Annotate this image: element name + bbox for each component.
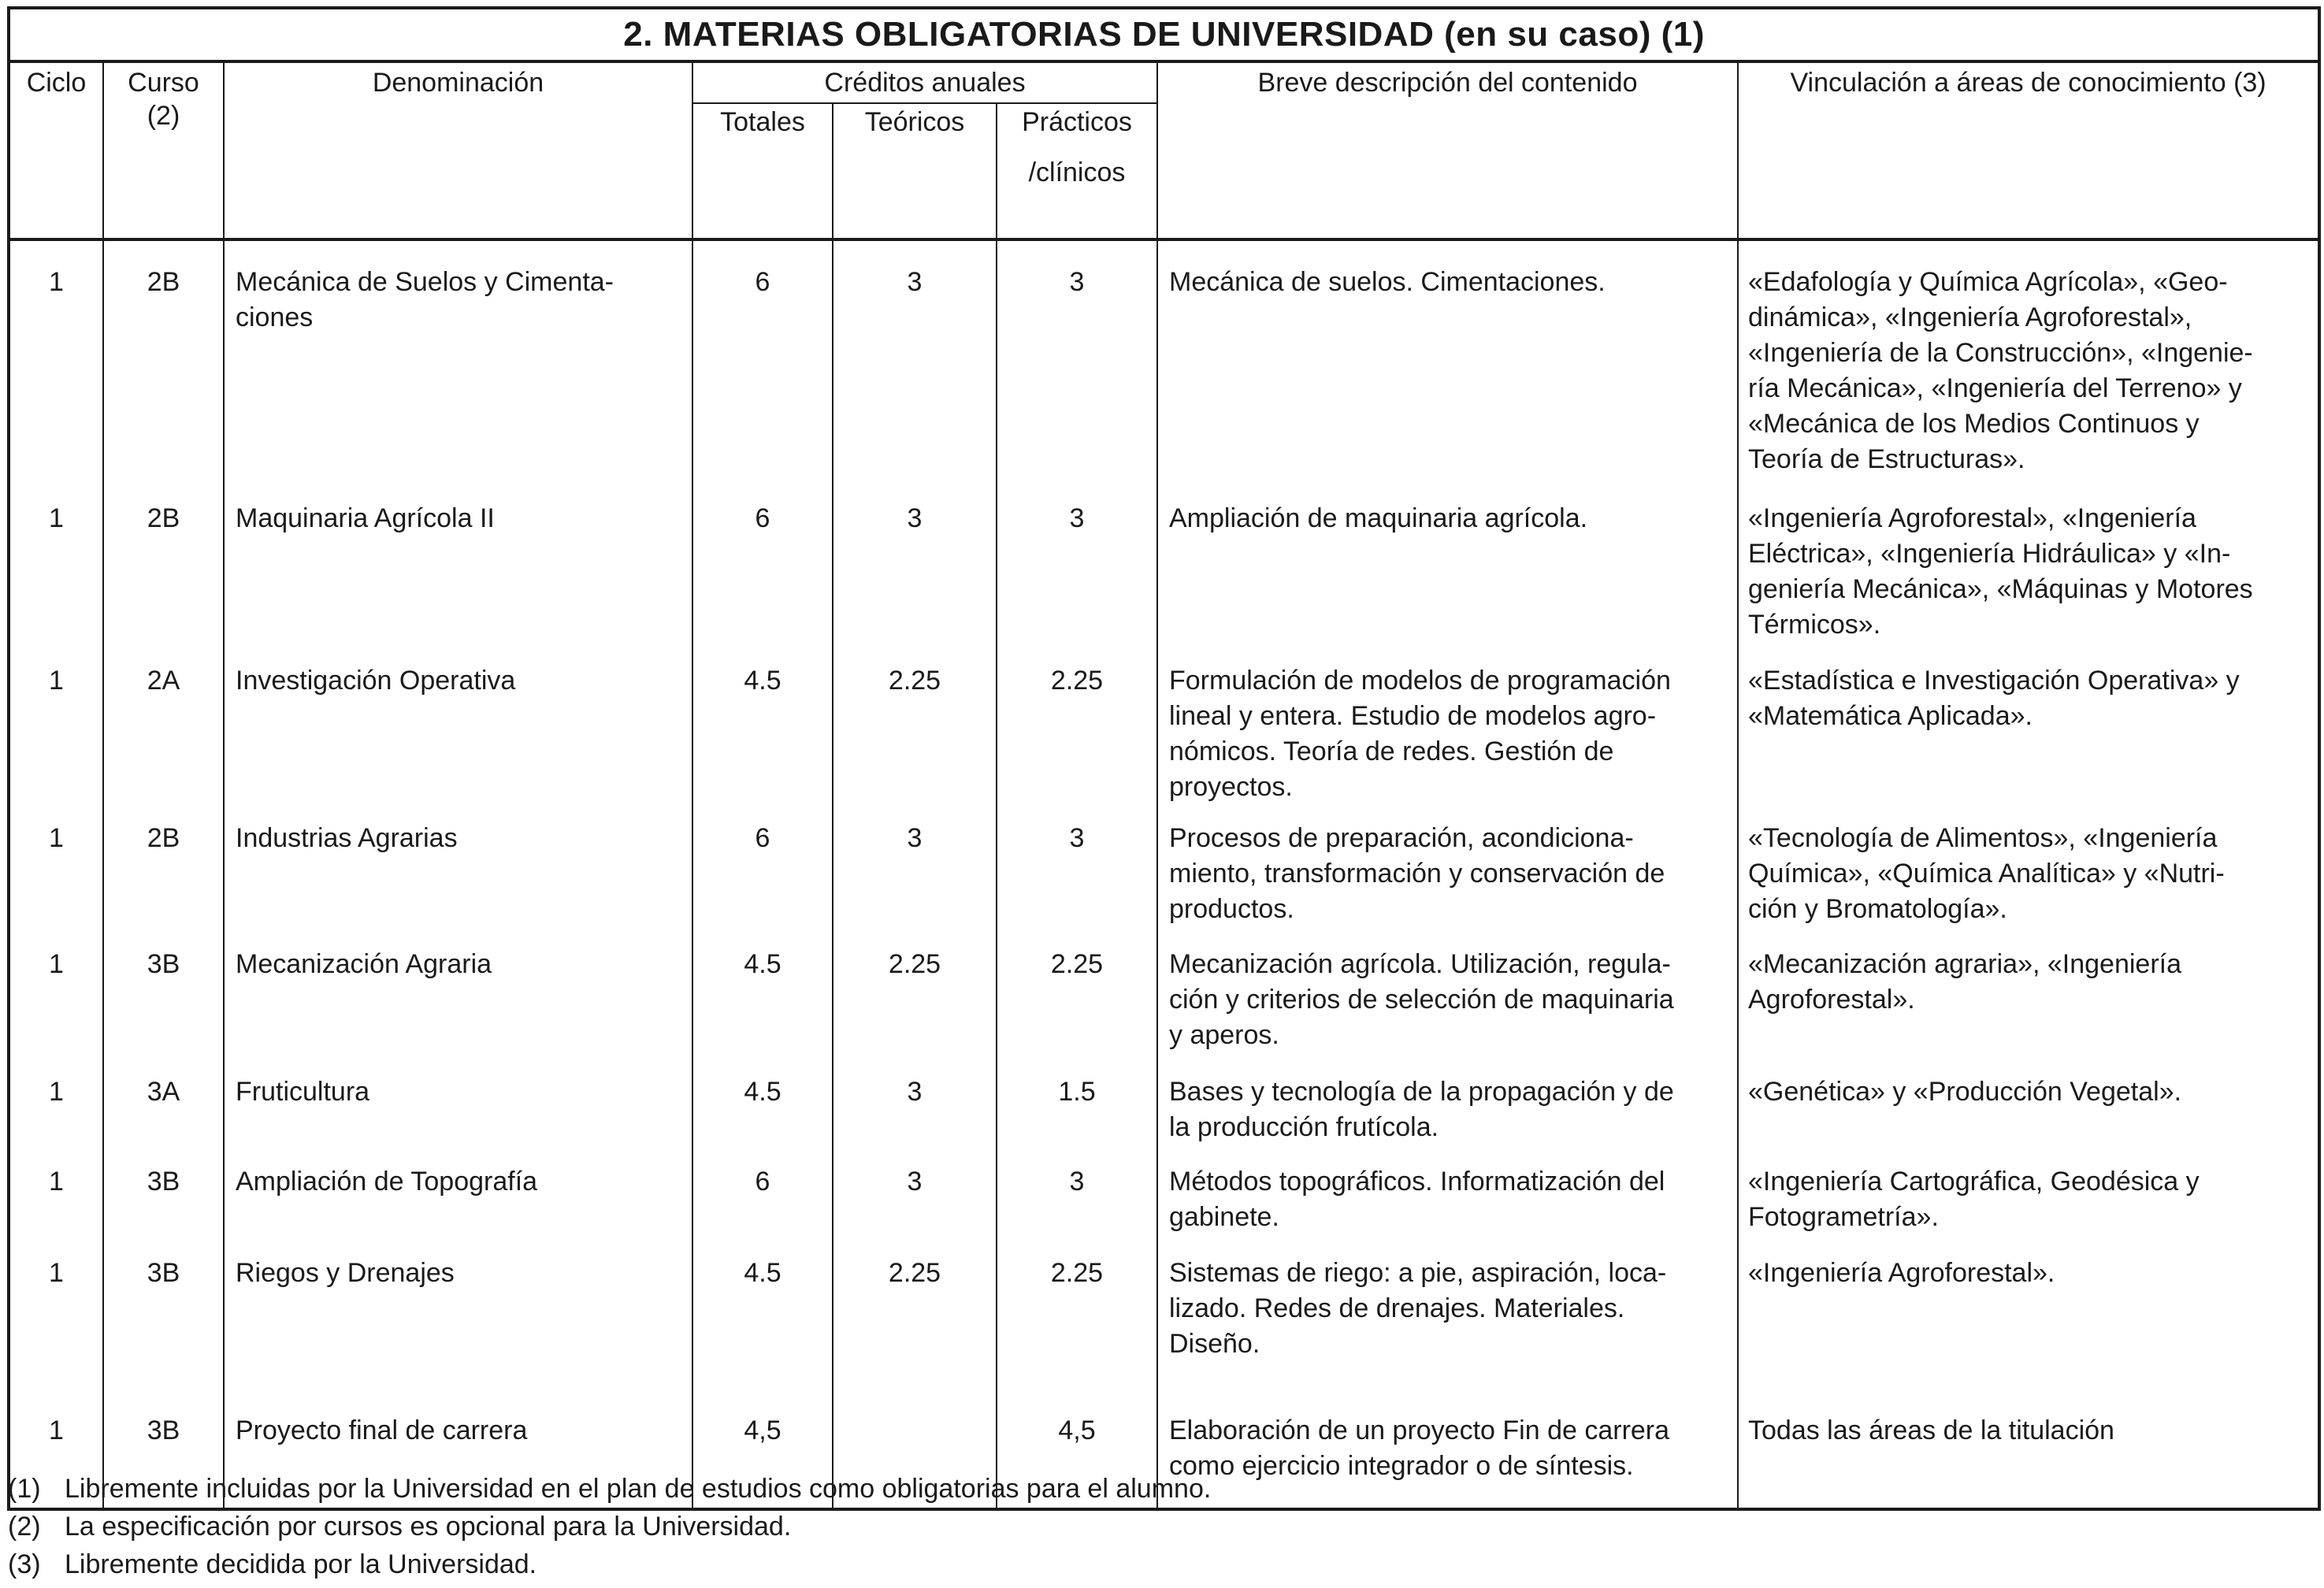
cell-vinculacion: [1738, 1256, 2319, 1413]
cell-line: «Edafología y Química Agrícola», «Geo-: [1748, 267, 2228, 297]
cell-line: Bases y tecnología de la propagación y de: [1169, 1077, 1674, 1107]
footnote-number: (2): [8, 1512, 41, 1542]
materias-table: [7, 6, 2321, 1511]
cell-line: 1: [49, 666, 64, 696]
cell-line: «Ingeniería Agroforestal», «Ingeniería: [1748, 503, 2196, 533]
cell-ciclo: [9, 1256, 103, 1413]
cell-line: gabinete.: [1169, 1202, 1279, 1232]
footnote-text: Libremente decidida por la Universidad.: [65, 1549, 537, 1579]
cell-line: lizado. Redes de drenajes. Materiales.: [1169, 1293, 1625, 1323]
cell-line: Fotogrametría».: [1748, 1202, 1939, 1232]
cell-line: 1: [49, 1258, 64, 1288]
cell-descripcion: [1157, 1164, 1738, 1256]
cell-line: 2A: [147, 666, 180, 696]
cell-line: 3: [907, 267, 923, 297]
cell-line: 6: [755, 267, 770, 297]
cell-curso: [103, 265, 224, 501]
cell-line: 3: [1069, 503, 1085, 533]
cell-line: «Ingeniería de la Construcción», «Ingenie-: [1748, 338, 2253, 368]
cell-practicos: [997, 947, 1157, 1074]
cell-vinculacion: [1738, 663, 2319, 821]
cell-practicos: [997, 1164, 1157, 1256]
header-practicos: [997, 103, 1157, 239]
cell-line: «Ingeniería Agroforestal».: [1748, 1258, 2055, 1288]
cell-line: Investigación Operativa: [236, 666, 516, 696]
cell-line: Diseño.: [1169, 1329, 1260, 1359]
cell-line: 3B: [147, 1415, 180, 1445]
cell-line: productos.: [1169, 894, 1294, 924]
cell-line: «Ingeniería Cartográfica, Geodésica y: [1748, 1167, 2200, 1197]
cell-line: Mecánica de Suelos y Cimenta-: [236, 267, 614, 297]
cell-practicos: [997, 1074, 1157, 1164]
cell-line: miento, transformación y conservación de: [1169, 859, 1665, 889]
cell-line: 2.25: [888, 1258, 941, 1288]
header-teoricos: Teóricos: [833, 103, 997, 239]
cell-line: Proyecto final de carrera: [236, 1415, 528, 1445]
header-descripcion: Breve descripción del contenido: [1157, 61, 1738, 239]
cell-curso: [103, 1074, 224, 1164]
cell-line: Formulación de modelos de programación: [1169, 666, 1671, 696]
cell-curso: [103, 1164, 224, 1256]
cell-line: 3A: [147, 1077, 180, 1107]
cell-line: 2B: [147, 503, 180, 533]
cell-denominacion: [224, 1256, 692, 1413]
cell-ciclo: [9, 663, 103, 821]
cell-totales: [692, 265, 833, 501]
cell-line: 4.5: [744, 1258, 781, 1288]
cell-line: Química», «Química Analítica» y «Nutri-: [1748, 859, 2225, 889]
cell-line: 2B: [147, 267, 180, 297]
cell-line: 2.25: [888, 949, 941, 979]
cell-practicos: [997, 821, 1157, 947]
cell-ciclo: [9, 821, 103, 947]
cell-practicos: [997, 265, 1157, 501]
cell-totales: [692, 821, 833, 947]
table-title: 2. MATERIAS OBLIGATORIAS DE UNIVERSIDAD (en su caso) (1): [9, 8, 2319, 61]
cell-teoricos: [833, 1164, 997, 1256]
cell-vinculacion: [1738, 947, 2319, 1074]
cell-line: Métodos topográficos. Informatización del: [1169, 1167, 1665, 1197]
cell-line: ría Mecánica», «Ingeniería del Terreno» y: [1748, 373, 2242, 403]
cell-curso: [103, 947, 224, 1074]
header-practicos-line2: /clínicos: [1028, 158, 1126, 187]
cell-denominacion: [224, 1164, 692, 1256]
cell-line: 1: [49, 1077, 64, 1107]
table-row: [9, 663, 2319, 821]
cell-curso: [103, 501, 224, 663]
header-curso: [103, 61, 224, 239]
header-curso-label: Curso: [128, 68, 199, 98]
cell-line: Eléctrica», «Ingeniería Hidráulica» y «In-: [1748, 539, 2231, 569]
cell-line: 2.25: [1050, 1258, 1104, 1288]
cell-line: dinámica», «Ingeniería Agroforestal»,: [1748, 302, 2192, 332]
table-row: [9, 265, 2319, 501]
cell-line: 2B: [147, 823, 180, 853]
cell-practicos: [997, 501, 1157, 663]
cell-line: 1: [49, 949, 64, 979]
footnote-1: [8, 1470, 2292, 1508]
header-practicos-line1: Prácticos: [1022, 107, 1132, 137]
table-row: [9, 1074, 2319, 1164]
cell-line: 3: [1069, 823, 1085, 853]
cell-line: ciones: [236, 302, 314, 332]
cell-line: 2.25: [1050, 666, 1104, 696]
header-vinculacion: Vinculación a áreas de conocimiento (3): [1790, 68, 2266, 98]
cell-denominacion: [224, 265, 692, 501]
cell-line: «Mecánica de los Medios Continuos y: [1748, 409, 2200, 439]
cell-line: ción y criterios de selección de maquinaria: [1169, 985, 1674, 1015]
cell-line: Térmicos».: [1748, 610, 1881, 640]
table-row: [9, 501, 2319, 663]
cell-line: Mecanización Agraria: [236, 949, 492, 979]
cell-line: Todas las áreas de la titulación: [1748, 1415, 2114, 1445]
cell-line: 3B: [147, 1258, 180, 1288]
cell-vinculacion: [1738, 265, 2319, 501]
cell-ciclo: [9, 947, 103, 1074]
cell-teoricos: [833, 265, 997, 501]
cell-line: Fruticultura: [236, 1077, 370, 1107]
cell-line: Industrias Agrarias: [236, 823, 458, 853]
cell-line: «Estadística e Investigación Operativa» y: [1748, 666, 2240, 696]
header-curso-note: (2): [147, 101, 180, 131]
cell-vinculacion: [1738, 821, 2319, 947]
cell-practicos: [997, 1256, 1157, 1413]
cell-line: Maquinaria Agrícola II: [236, 503, 495, 533]
cell-line: 1: [49, 503, 64, 533]
cell-line: 3B: [147, 1167, 180, 1197]
cell-totales: [692, 501, 833, 663]
cell-line: Teoría de Estructuras».: [1748, 444, 2025, 474]
cell-teoricos: [833, 501, 997, 663]
cell-line: Agroforestal».: [1748, 985, 1915, 1015]
cell-curso: [103, 1256, 224, 1413]
table-row: [9, 1256, 2319, 1413]
cell-line: 2.25: [1050, 949, 1104, 979]
cell-denominacion: [224, 947, 692, 1074]
cell-denominacion: [224, 821, 692, 947]
cell-teoricos: [833, 821, 997, 947]
cell-line: y aperos.: [1169, 1020, 1279, 1050]
cell-totales: [692, 947, 833, 1074]
cell-line: 1: [49, 1415, 64, 1445]
cell-ciclo: [9, 265, 103, 501]
cell-line: ción y Bromatología».: [1748, 894, 2007, 924]
cell-line: nómicos. Teoría de redes. Gestión de: [1169, 736, 1614, 766]
header-ciclo: Ciclo: [9, 61, 103, 239]
cell-descripcion: [1157, 265, 1738, 501]
cell-denominacion: [224, 1074, 692, 1164]
cell-line: Elaboración de un proyecto Fin de carrera: [1169, 1415, 1670, 1445]
header-denominacion: Denominación: [224, 61, 692, 239]
footnote-number: (3): [8, 1549, 41, 1579]
cell-line: Ampliación de maquinaria agrícola.: [1169, 503, 1588, 533]
table-row: [9, 947, 2319, 1074]
cell-line: 1.5: [1058, 1077, 1096, 1107]
cell-vinculacion: [1738, 1074, 2319, 1164]
cell-teoricos: [833, 947, 997, 1074]
cell-line: 3: [1069, 1167, 1085, 1197]
cell-totales: [692, 663, 833, 821]
cell-curso: [103, 821, 224, 947]
cell-line: la producción frutícola.: [1169, 1112, 1439, 1142]
cell-totales: [692, 1256, 833, 1413]
cell-teoricos: [833, 663, 997, 821]
cell-descripcion: [1157, 663, 1738, 821]
cell-line: 1: [49, 1167, 64, 1197]
cell-line: 3: [907, 503, 923, 533]
cell-line: 3: [907, 1077, 923, 1107]
cell-line: 1: [49, 267, 64, 297]
cell-line: 6: [755, 1167, 770, 1197]
cell-line: Ampliación de Topografía: [236, 1167, 538, 1197]
cell-line: 6: [755, 503, 770, 533]
cell-totales: [692, 1074, 833, 1164]
cell-descripcion: [1157, 947, 1738, 1074]
cell-descripcion: [1157, 1074, 1738, 1164]
table-row: [9, 821, 2319, 947]
header-totales: Totales: [692, 103, 833, 239]
cell-line: 4.5: [744, 666, 781, 696]
cell-vinculacion: [1738, 501, 2319, 663]
cell-denominacion: [224, 663, 692, 821]
cell-line: 3: [907, 1167, 923, 1197]
cell-line: 2.25: [888, 666, 941, 696]
cell-line: Mecánica de suelos. Cimentaciones.: [1169, 267, 1606, 297]
cell-line: geniería Mecánica», «Máquinas y Motores: [1748, 574, 2253, 604]
footnote-text: La especificación por cursos es opcional para la Universidad.: [65, 1512, 792, 1542]
cell-line: 4,5: [744, 1415, 781, 1445]
cell-ciclo: [9, 501, 103, 663]
footnote-3: [8, 1545, 2292, 1583]
cell-teoricos: [833, 1074, 997, 1164]
cell-line: «Matemática Aplicada».: [1748, 701, 2033, 731]
cell-line: Mecanización agrícola. Utilización, regula-: [1169, 949, 1671, 979]
footnote-text: Libremente incluidas por la Universidad en el plan de estudios como obligatorias para el alumno.: [65, 1474, 1212, 1504]
cell-line: Procesos de preparación, acondiciona-: [1169, 823, 1634, 853]
cell-teoricos: [833, 1256, 997, 1413]
cell-line: «Mecanización agraria», «Ingeniería: [1748, 949, 2182, 979]
cell-practicos: [997, 663, 1157, 821]
cell-line: 4.5: [744, 949, 781, 979]
cell-line: 1: [49, 823, 64, 853]
cell-line: «Tecnología de Alimentos», «Ingeniería: [1748, 823, 2218, 853]
footnotes: [8, 1470, 2292, 1583]
cell-descripcion: [1157, 501, 1738, 663]
cell-line: como ejercicio integrador o de síntesis.: [1169, 1451, 1634, 1481]
cell-curso: [103, 663, 224, 821]
cell-line: proyectos.: [1169, 772, 1293, 802]
header-creditos: Créditos anuales: [692, 61, 1157, 103]
cell-totales: [692, 1164, 833, 1256]
cell-ciclo: [9, 1164, 103, 1256]
cell-line: 3B: [147, 949, 180, 979]
cell-line: lineal y entera. Estudio de modelos agro-: [1169, 701, 1657, 731]
cell-line: Riegos y Drenajes: [236, 1258, 455, 1288]
footnote-2: [8, 1508, 2292, 1545]
cell-line: Sistemas de riego: a pie, aspiración, loca-: [1169, 1258, 1667, 1288]
cell-denominacion: [224, 501, 692, 663]
table-row: [9, 1164, 2319, 1256]
footnote-number: (1): [8, 1474, 41, 1504]
cell-line: «Genética» y «Producción Vegetal».: [1748, 1077, 2182, 1107]
cell-line: 3: [907, 823, 923, 853]
cell-line: 3: [1069, 267, 1085, 297]
cell-vinculacion: [1738, 1164, 2319, 1256]
cell-line: 6: [755, 823, 770, 853]
cell-line: 4,5: [1058, 1415, 1096, 1445]
cell-descripcion: [1157, 1256, 1738, 1413]
cell-ciclo: [9, 1074, 103, 1164]
cell-line: 4.5: [744, 1077, 781, 1107]
cell-descripcion: [1157, 821, 1738, 947]
